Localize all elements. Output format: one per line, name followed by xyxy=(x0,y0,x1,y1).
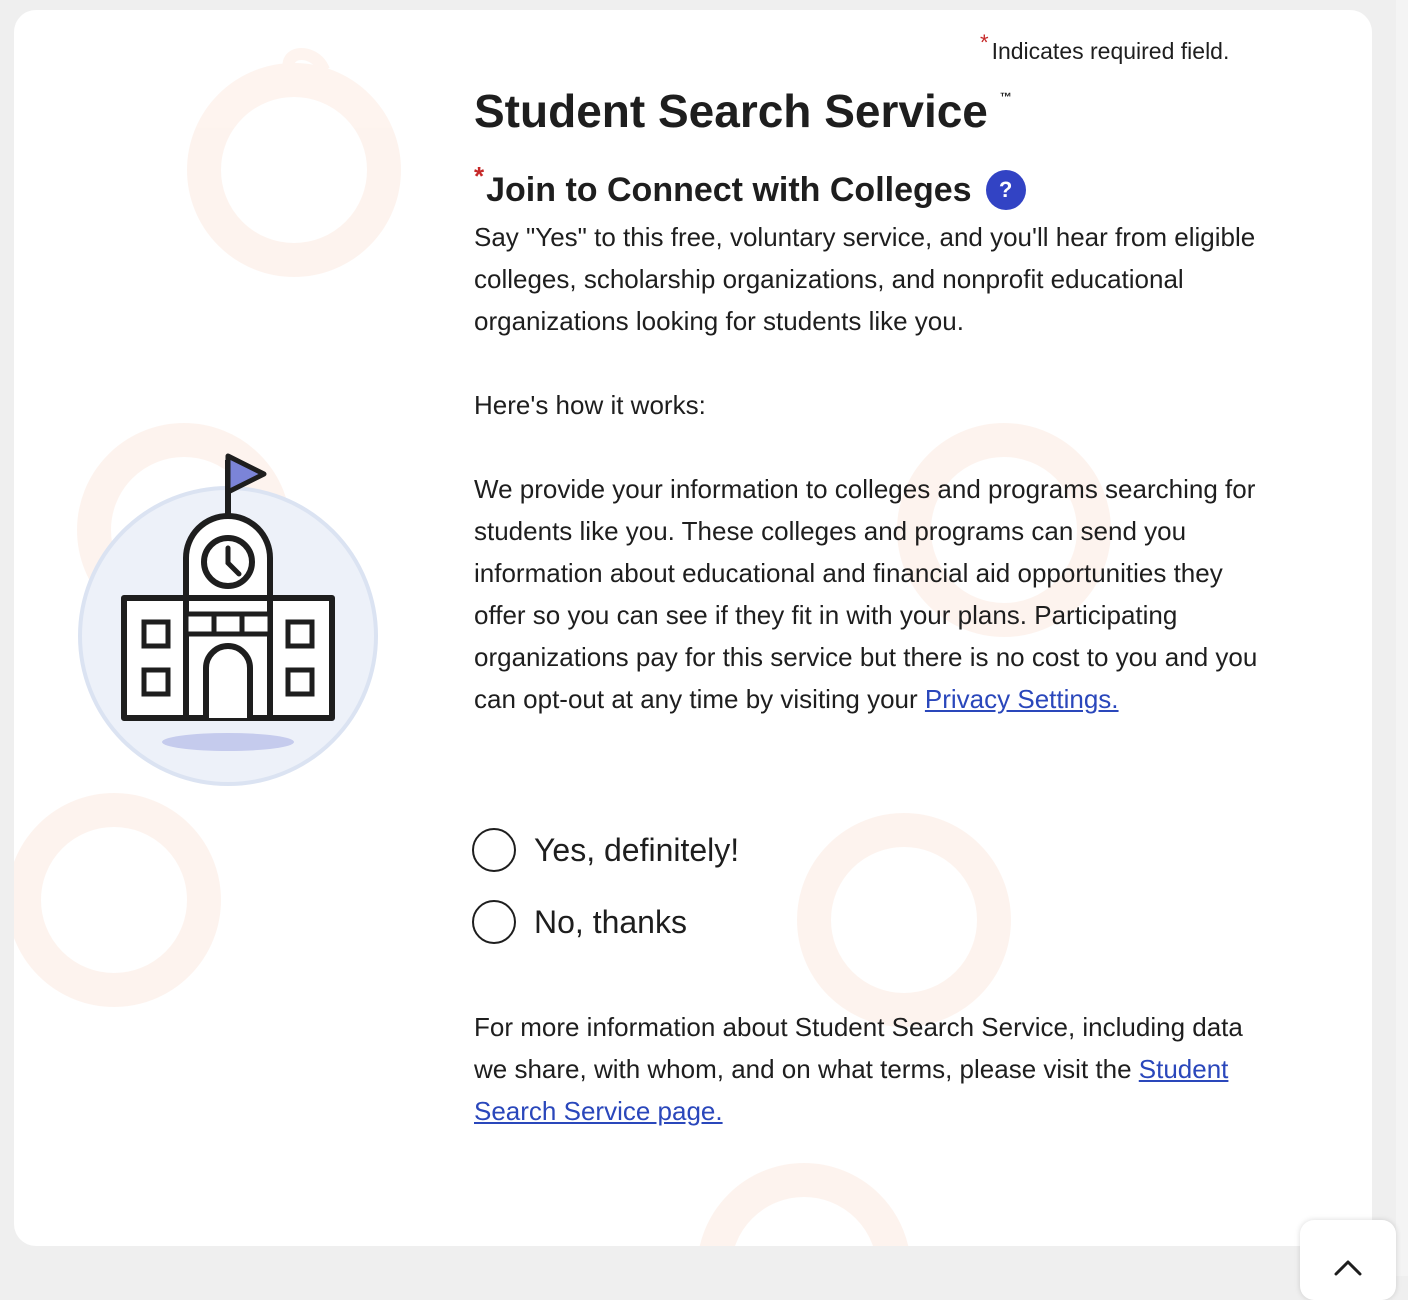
radio-option-no[interactable] xyxy=(472,900,687,944)
scrollbar-track[interactable] xyxy=(1396,0,1408,1276)
form-card xyxy=(14,10,1372,1246)
watermark-logo xyxy=(794,790,1034,1030)
help-question-icon[interactable]: ? xyxy=(986,170,1026,210)
section-heading xyxy=(474,160,1026,210)
how-it-works-heading: Here's how it works: xyxy=(474,390,706,420)
section-heading-text: Join to Connect with Colleges xyxy=(486,170,972,209)
more-info-paragraph xyxy=(474,1006,1264,1132)
required-asterisk: * xyxy=(474,160,485,191)
page-title-text: Student Search Service xyxy=(474,85,988,137)
required-field-note xyxy=(980,30,1230,65)
radio-button-no[interactable] xyxy=(472,900,516,944)
radio-label-yes[interactable]: Yes, definitely! xyxy=(534,831,740,868)
page-title xyxy=(474,84,1012,138)
radio-option-yes[interactable] xyxy=(472,828,739,872)
scroll-to-top-button[interactable] xyxy=(1300,1220,1396,1300)
privacy-settings-link[interactable]: Privacy Settings. xyxy=(924,684,1119,714)
how-it-works-text: We provide your information to colleges and programs searching for students like you. These colleges and programs can send you information about educational and financial aid opportunities they offer so you can see if they fit in with your plans. Participating organizations pay for this service but there is no cost to you and you can opt-out at any time by visiting your xyxy=(474,474,1258,714)
student-search-service-link[interactable]: Student Search Service page. xyxy=(474,1054,1229,1126)
chevron-up-icon xyxy=(1334,1260,1362,1276)
school-building-icon xyxy=(76,450,406,800)
trademark-symbol: ™ xyxy=(999,90,1012,104)
watermark-logo xyxy=(694,1140,934,1246)
required-note-text: Indicates required field. xyxy=(991,38,1230,64)
more-info-text: For more information about Student Search Service, including data we share, with whom, and on what terms, please visit the xyxy=(474,1012,1243,1084)
radio-button-yes[interactable] xyxy=(472,828,516,872)
radio-label-no[interactable]: No, thanks xyxy=(534,903,687,940)
required-asterisk: * xyxy=(980,30,989,55)
intro-paragraph: Say "Yes" to this free, voluntary service, and you'll hear from eligible colleges, scholarship organizations, and nonprofit educational organizations looking for students like you. xyxy=(474,222,1256,336)
watermark-logo xyxy=(184,40,424,280)
watermark-logo xyxy=(14,770,244,1010)
how-it-works-paragraph xyxy=(474,468,1264,720)
